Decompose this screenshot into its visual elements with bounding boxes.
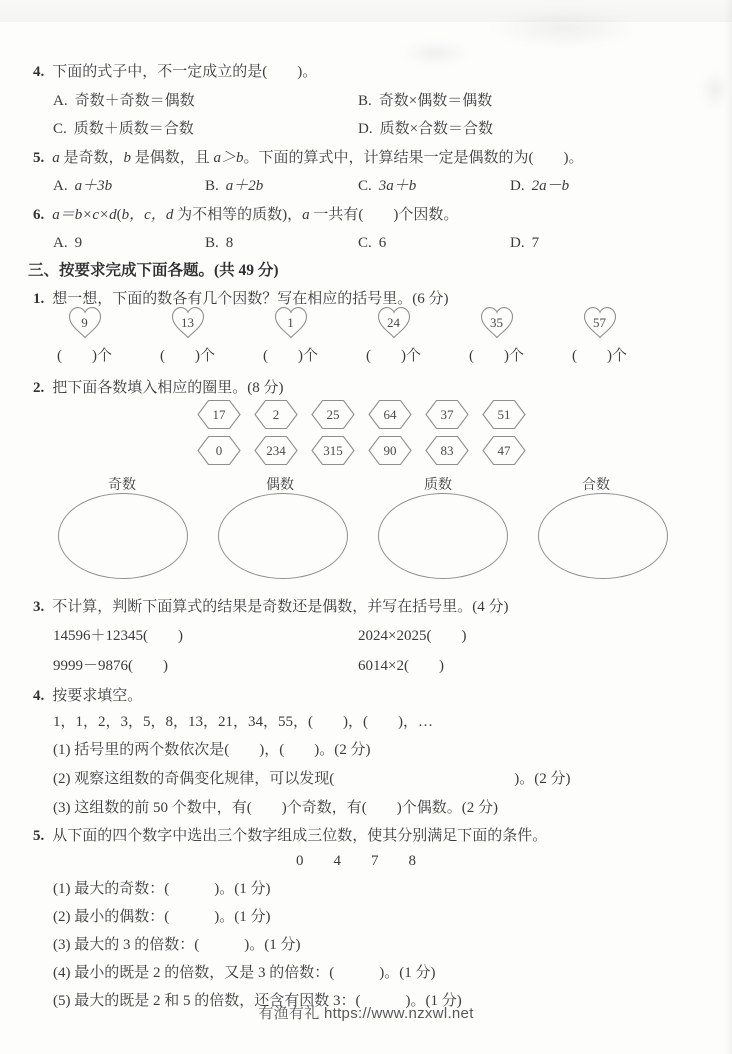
heart-number: 57 — [593, 315, 606, 330]
heart-shape — [273, 306, 309, 340]
hexagon-shape — [197, 399, 241, 430]
q5-option-c-label: C. — [358, 178, 372, 194]
q5-option-c — [358, 176, 416, 196]
q6-text-3: 一共有( )个因数。 — [309, 207, 459, 223]
digit-0: 0 — [296, 853, 304, 869]
s3-question-4-stem — [33, 686, 142, 706]
q5-option-a — [53, 176, 112, 196]
q5-option-b-formula: a＋2b — [225, 178, 264, 194]
odd-oval — [58, 493, 188, 579]
s3-q1-text: 想一想，下面的数各有几个因数？写在相应的括号里。(6 分) — [52, 291, 449, 307]
q6-text-1: ( — [116, 207, 122, 223]
q4-option-d-label: D. — [358, 121, 373, 137]
composite-oval — [538, 493, 668, 579]
heart-shape — [170, 306, 206, 340]
hexagon-number: 47 — [497, 442, 511, 458]
q5-option-a-formula: a＋3b — [74, 178, 113, 194]
q6-option-a — [53, 233, 82, 253]
s3-question-5-stem — [33, 826, 547, 846]
heart-cell — [445, 306, 548, 366]
question-5-stem — [33, 148, 584, 168]
hexagon-number: 315 — [323, 442, 343, 458]
heart-number: 1 — [287, 315, 294, 330]
label-composite: 合数 — [582, 478, 610, 493]
s3-q1-number: 1. — [33, 291, 45, 307]
s3-q4-number: 4. — [33, 688, 45, 704]
q6-option-c — [358, 233, 386, 253]
question-4-number: 4. — [33, 64, 45, 80]
q4-option-b-text: 奇数×偶数＝偶数 — [378, 93, 493, 109]
hexagon-number: 2 — [272, 406, 280, 422]
s3-q5-item-1: (1) 最大的奇数：( )。(1 分) — [53, 881, 271, 897]
expression-1: 14596＋12345( ) — [53, 628, 183, 644]
scan-smudge — [400, 40, 470, 66]
s3-q2-text: 把下面各数填入相应的圈里。(8 分) — [52, 380, 284, 396]
heart-cell — [548, 306, 651, 366]
q6-option-c-text: 6 — [378, 235, 387, 251]
q5-option-d-formula: 2a－b — [531, 178, 570, 194]
q6-formula: a＝b×c×d — [52, 207, 117, 223]
hexagon-shape — [254, 399, 298, 430]
question-4-stem — [33, 62, 317, 82]
q6-option-a-text: 9 — [74, 235, 83, 251]
hexagon-shape — [482, 399, 526, 430]
hexagon-shape — [311, 399, 355, 430]
expression-2: 2024×2025( ) — [358, 628, 467, 644]
hexagon-shape — [368, 399, 412, 430]
scan-edge-shade — [724, 0, 732, 1054]
hexagon-shape — [482, 435, 526, 466]
hexagon-number: 0 — [215, 442, 223, 458]
q4-option-a-text: 奇数＋奇数＝偶数 — [74, 93, 195, 109]
s3-q3-text: 不计算，判断下面算式的结果是奇数还是偶数，并写在括号里。(4 分) — [52, 599, 509, 615]
prime-oval — [378, 493, 508, 579]
count-blank: ( )个 — [263, 348, 318, 364]
s3-q5-item-3: (3) 最大的 3 的倍数：( )。(1 分) — [53, 937, 301, 953]
hexagon-number: 83 — [440, 442, 454, 458]
count-blank: ( )个 — [366, 348, 421, 364]
s3-q5-item-4: (4) 最小的既是 2 的倍数，又是 3 的倍数：( )。(1 分) — [53, 965, 436, 981]
hexagon-shape — [425, 399, 469, 430]
heart-number: 13 — [181, 315, 194, 330]
q6-option-b-label: B. — [205, 235, 219, 251]
s3-question-3-stem — [33, 597, 509, 617]
hexagon-shape — [311, 435, 355, 466]
q4-option-d — [358, 119, 493, 139]
count-blank: ( )个 — [572, 348, 627, 364]
q5-var-ab: a＞b — [213, 150, 244, 166]
q6-option-d — [510, 233, 539, 253]
hexagon-shape — [425, 435, 469, 466]
section-3-heading: 三、按要求完成下面各题。(共 49 分) — [28, 262, 279, 279]
hexagon-number: 25 — [326, 406, 340, 422]
q4-option-c — [53, 119, 194, 139]
count-blank: ( )个 — [57, 348, 112, 364]
heart-cell — [239, 306, 342, 366]
s3-q4-item-2: (2) 观察这组数的奇偶变化规律，可以发现( )。(2 分) — [53, 771, 571, 787]
q5-text-2: 是偶数，且 — [131, 150, 214, 166]
heart-number: 24 — [387, 315, 400, 330]
digit-7: 7 — [371, 853, 379, 869]
heart-shape — [376, 306, 412, 340]
q4-option-a — [53, 91, 195, 111]
label-even: 偶数 — [266, 478, 294, 493]
count-blank: ( )个 — [469, 348, 524, 364]
hexagon-shape — [197, 435, 241, 466]
q6-option-a-label: A. — [53, 235, 68, 251]
question-4-text: 下面的式子中，不一定成立的是( )。 — [52, 64, 318, 80]
hexagon-shape — [368, 435, 412, 466]
q5-option-b-label: B. — [205, 178, 219, 194]
heart-number: 9 — [81, 315, 88, 330]
hexagon-shape — [254, 435, 298, 466]
scan-bottom-band — [0, 0, 732, 22]
q6-option-d-text: 7 — [531, 235, 540, 251]
s3-q5-item-2: (2) 最小的偶数：( )。(1 分) — [53, 909, 271, 925]
digit-4: 4 — [333, 853, 341, 869]
q4-option-c-label: C. — [53, 121, 67, 137]
s3-q5-text: 从下面的四个数字中选出三个数字组成三位数，使其分别满足下面的条件。 — [52, 828, 548, 844]
q5-option-d — [510, 176, 569, 196]
s3-q3-number: 3. — [33, 599, 45, 615]
q5-option-d-label: D. — [510, 178, 525, 194]
heart-cell — [33, 306, 136, 366]
heart-number: 35 — [490, 315, 503, 330]
expression-3: 9999－9876( ) — [53, 658, 168, 674]
count-blank: ( )个 — [160, 348, 215, 364]
question-6-stem — [33, 205, 458, 225]
hearts-row — [33, 306, 651, 366]
q4-option-d-text: 质数×合数＝合数 — [379, 121, 494, 137]
digit-choices — [0, 851, 722, 871]
hexagon-number: 64 — [383, 406, 397, 422]
q4-option-b-label: B. — [358, 93, 372, 109]
q5-var-b: b — [123, 150, 132, 166]
question-6-number: 6. — [33, 207, 45, 223]
s3-q4-text: 按要求填空。 — [52, 688, 143, 704]
even-oval — [218, 493, 348, 579]
hexagon-row-2 — [197, 435, 526, 466]
q5-var-a: a — [52, 150, 60, 166]
q4-option-a-label: A. — [53, 93, 68, 109]
hexagon-number: 37 — [440, 406, 454, 422]
q6-var-a: a — [302, 207, 310, 223]
q6-option-d-label: D. — [510, 235, 525, 251]
q5-option-b — [205, 176, 263, 196]
q5-option-a-label: A. — [53, 178, 68, 194]
q4-option-b — [358, 91, 492, 111]
q6-option-b — [205, 233, 233, 253]
heart-shape — [479, 306, 515, 340]
q6-option-c-label: C. — [358, 235, 372, 251]
q5-text-3: 。下面的算式中，计算结果一定是偶数的为( )。 — [243, 150, 584, 166]
heart-cell — [342, 306, 445, 366]
q6-option-b-text: 8 — [225, 235, 234, 251]
expression-4: 6014×2( ) — [358, 658, 444, 674]
s3-q4-item-3: (3) 这组数的前 50 个数中，有( )个奇数，有( )个偶数。(2 分) — [53, 800, 498, 816]
heart-shape — [582, 306, 618, 340]
hexagon-row-1 — [197, 399, 526, 430]
q6-text-2: 为不相等的质数)， — [173, 207, 303, 223]
number-sequence: 1，1，2，3，5，8，13，21，34，55，( )，( )，… — [53, 714, 433, 730]
hexagon-number: 51 — [497, 406, 511, 422]
hexagon-number: 234 — [266, 442, 286, 458]
footer-watermark: 有渔有礼 https://www.nzxwl.net — [258, 1005, 474, 1022]
hexagon-number: 90 — [383, 442, 397, 458]
label-prime: 质数 — [424, 478, 452, 493]
label-odd: 奇数 — [108, 478, 136, 493]
s3-q2-number: 2. — [33, 380, 45, 396]
q5-text-1: 是奇数， — [59, 150, 124, 166]
heart-shape — [67, 306, 103, 340]
s3-q4-item-1: (1) 括号里的两个数依次是( )，( )。(2 分) — [53, 742, 371, 758]
s3-q5-number: 5. — [33, 828, 45, 844]
q6-vars-bcd: b，c，d — [121, 207, 174, 223]
hexagon-number: 17 — [212, 406, 226, 422]
s3-question-2-stem — [33, 378, 284, 398]
q4-option-c-text: 质数＋质数＝合数 — [73, 121, 194, 137]
question-5-number: 5. — [33, 150, 45, 166]
category-ovals — [58, 493, 668, 579]
s3-q5-item-5: (5) 最大的既是 2 和 5 的倍数，还含有因数 3：( )。(1 分) — [53, 993, 462, 1009]
heart-cell — [136, 306, 239, 366]
q5-option-c-formula: 3a＋b — [378, 178, 417, 194]
digit-8: 8 — [408, 853, 416, 869]
